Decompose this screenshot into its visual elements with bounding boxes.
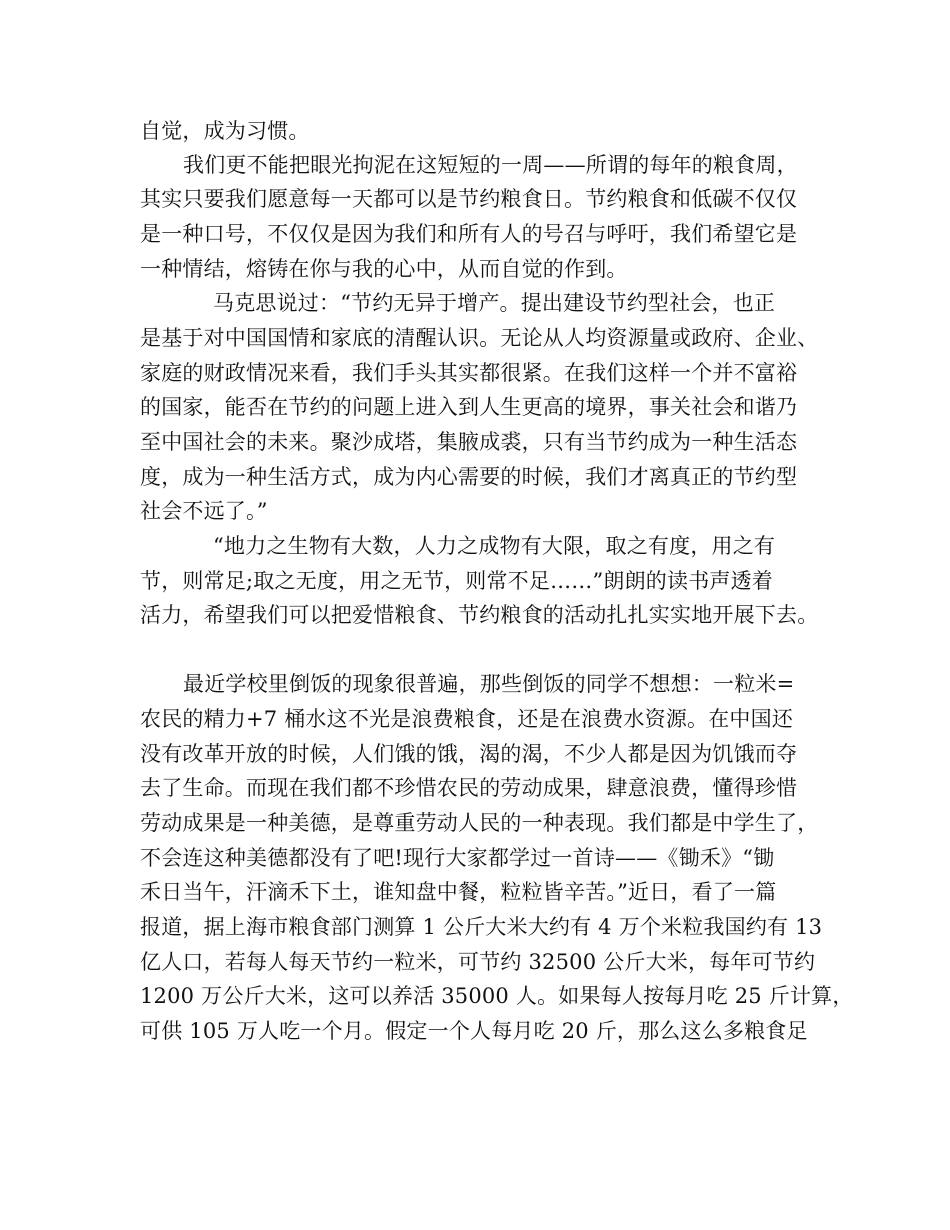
paragraph-start-line: 我们更不能把眼光拘泥在这短短的一周——所谓的每年的粮食周，	[183, 153, 798, 177]
paragraph-start-line: 马克思说过：“节约无异于增产。提出建设节约型社会，也正	[213, 291, 776, 315]
text-line: 是基于对中国国情和家底的清醒认识。无论从人均资源量或政府、企业、	[140, 326, 819, 350]
text-line: 没有改革开放的时候，人们饿的饿，渴的渴，不少人都是因为饥饿而夺	[140, 742, 798, 766]
text-line: 家庭的财政情况来看，我们手头其实都很紧。在我们这样一个并不富裕	[140, 361, 798, 385]
text-line: 劳动成果是一种美德，是尊重劳动人民的一种表现。我们都是中学生了，	[140, 811, 819, 835]
text-line: 的国家，能否在节约的问题上进入到人生更高的境界，事关社会和谐乃	[140, 395, 798, 419]
text-line: 可供 105 万人吃一个月。假定一个人每月吃 20 斤，那么这么多粮食足	[140, 1019, 808, 1043]
text-line: 亿人口，若每人每天节约一粒米，可节约 32500 公斤大米，每年可节约	[140, 950, 816, 974]
text-line: 农民的精力+7 桶水这不光是浪费粮食，还是在浪费水资源。在中国还	[140, 707, 794, 731]
paragraph-start-line: “地力之生物有大数，人力之成物有大限，取之有度，用之有	[213, 534, 776, 558]
text-line: 1200 万公斤大米，这可以养活 35000 人。如果每人按每月吃 25 斤计算，	[140, 984, 854, 1008]
text-line: 至中国社会的未来。聚沙成塔，集腋成裘，只有当节约成为一种生活态	[140, 430, 798, 454]
text-line: 度，成为一种生活方式，成为内心需要的时候，我们才离真正的节约型	[140, 465, 798, 489]
text-line: 自觉，成为习惯。	[140, 119, 310, 143]
text-line: 其实只要我们愿意每一天都可以是节约粮食日。节约粮食和低碳不仅仅	[140, 187, 798, 211]
text-line: 社会不远了。”	[140, 499, 268, 523]
text-line: 去了生命。而现在我们都不珍惜农民的劳动成果，肆意浪费，懂得珍惜	[140, 776, 798, 800]
paragraph-start-line: 最近学校里倒饭的现象很普遍，那些倒饭的同学不想想：一粒米=	[183, 672, 795, 696]
text-line: 禾日当午，汗滴禾下土，谁知盘中餐，粒粒皆辛苦。”近日，看了一篇	[140, 880, 777, 904]
text-line: 一种情结，熔铸在你与我的心中，从而自觉的作到。	[140, 257, 628, 281]
text-line: 是一种口号，不仅仅是因为我们和所有人的号召与呼吁，我们希望它是	[140, 222, 798, 246]
text-line: 不会连这种美德都没有了吧!现行大家都学过一首诗——《锄禾》“锄	[140, 846, 775, 870]
text-line: 节，则常足;取之无度，用之无节，则常不足……”朗朗的读书声透着	[140, 569, 774, 593]
text-line: 活力，希望我们可以把爱惜粮食、节约粮食的活动扎扎实实地开展下去。	[140, 603, 819, 627]
text-line: 报道，据上海市粮食部门测算 1 公斤大米大约有 4 万个米粒我国约有 13	[140, 915, 823, 939]
